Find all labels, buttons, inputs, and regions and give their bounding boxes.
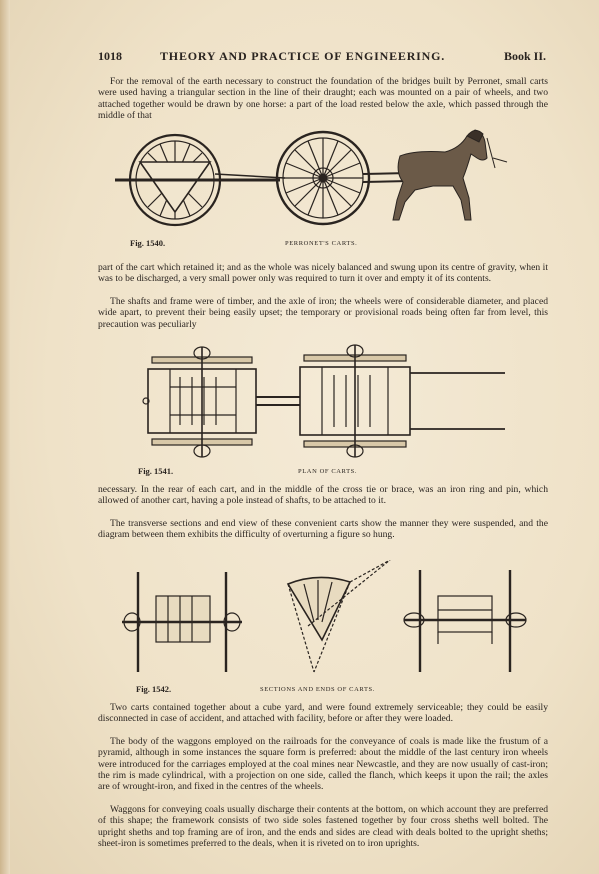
cart-section-left — [122, 572, 242, 672]
figure-1540-title: PERRONET'S CARTS. — [285, 240, 358, 247]
cart-plan-rear — [143, 347, 256, 457]
figure-1541-label: Fig. 1541. — [138, 466, 174, 476]
horse-illustration — [393, 130, 507, 220]
paragraph-5: The transverse sections and end view of these convenient carts show the manner they were suspended, and the diagram between them exhibits the difficulty of overturning a figure so hung. — [98, 518, 548, 541]
figure-1541-title: PLAN OF CARTS. — [298, 468, 358, 475]
figure-1540-label: Fig. 1540. — [130, 238, 166, 248]
paragraph-8: Waggons for conveying coals usually discharge their contents at the bottom, on which account they are preferred of this shape; the framework consists of two side soles fastened together by four cross sheths well bolted. The upright sheths and top framing are of iron, and the ends and sides are clead with deals bolted to the upright sheths; sheet-iron is sometimes preferred to the deals, when it is riveted on to iron uprights. — [98, 804, 548, 849]
paragraph-7: The body of the waggons employed on the railroads for the conveyance of coals is made like the frustum of a pyramid, although in some instances the square form is preferred: about the middle of the last century iron wheels were introduced for the carriages employed at the coal mines near Newcastle, and they are now usually of cast-iron; the rim is made cylindrical, with a projection on one side, called the flanch, which keeps it upon the rail; the axles are of wrought-iron, and fixed in the centres of the wheels. — [98, 736, 548, 793]
page-number: 1018 — [98, 49, 122, 63]
cart-plan-front — [300, 345, 410, 457]
running-header — [98, 49, 546, 65]
paragraph-3: The shafts and frame were of timber, and the axle of iron; the wheels were of considerable diameter, and placed wide apart, to prevent their being easily upset; the temporary or provisional roads being often far from level, this precaution was peculiarly — [98, 296, 548, 330]
figure-1542-illustration — [118, 560, 528, 678]
page-gutter — [0, 0, 10, 874]
paragraph-1: For the removal of the earth necessary to construct the foundation of the bridges built by Perronet, small carts were used having a triangular section in the line of their draught; each was mounted on a pair of wheels, and two attached together would be drawn by one horse: a part of the load rested below the axle, which passed through the middle of that — [98, 76, 548, 121]
overturning-diagram — [288, 560, 390, 672]
paragraph-4: necessary. In the rear of each cart, and in the middle of the cross tie or brace, was an iron ring and pin, which allowed of another cart, having a pole instead of shafts, to be attached to it. — [98, 484, 548, 507]
running-title: THEORY AND PRACTICE OF ENGINEERING. — [160, 49, 446, 63]
book-label: Book II. — [503, 49, 546, 63]
paragraph-6: Two carts contained together about a cube yard, and were found extremely serviceable; they could be easily disconnected in case of accident, and attached with facility, before or after they were loaded. — [98, 702, 548, 725]
cart-end-view — [404, 570, 526, 672]
figure-1542-label: Fig. 1542. — [136, 684, 172, 694]
figure-1540-illustration — [115, 128, 525, 228]
figure-1541-illustration — [140, 343, 510, 461]
cart-wheel-rear — [277, 132, 369, 224]
paragraph-2: part of the cart which retained it; and as the whole was nicely balanced and swung upon its centre of gravity, when it was to be discharged, a very small power only was required to turn it over and empty it of its contents. — [98, 262, 548, 285]
figure-1542-title: SECTIONS AND ENDS OF CARTS. — [260, 686, 375, 693]
